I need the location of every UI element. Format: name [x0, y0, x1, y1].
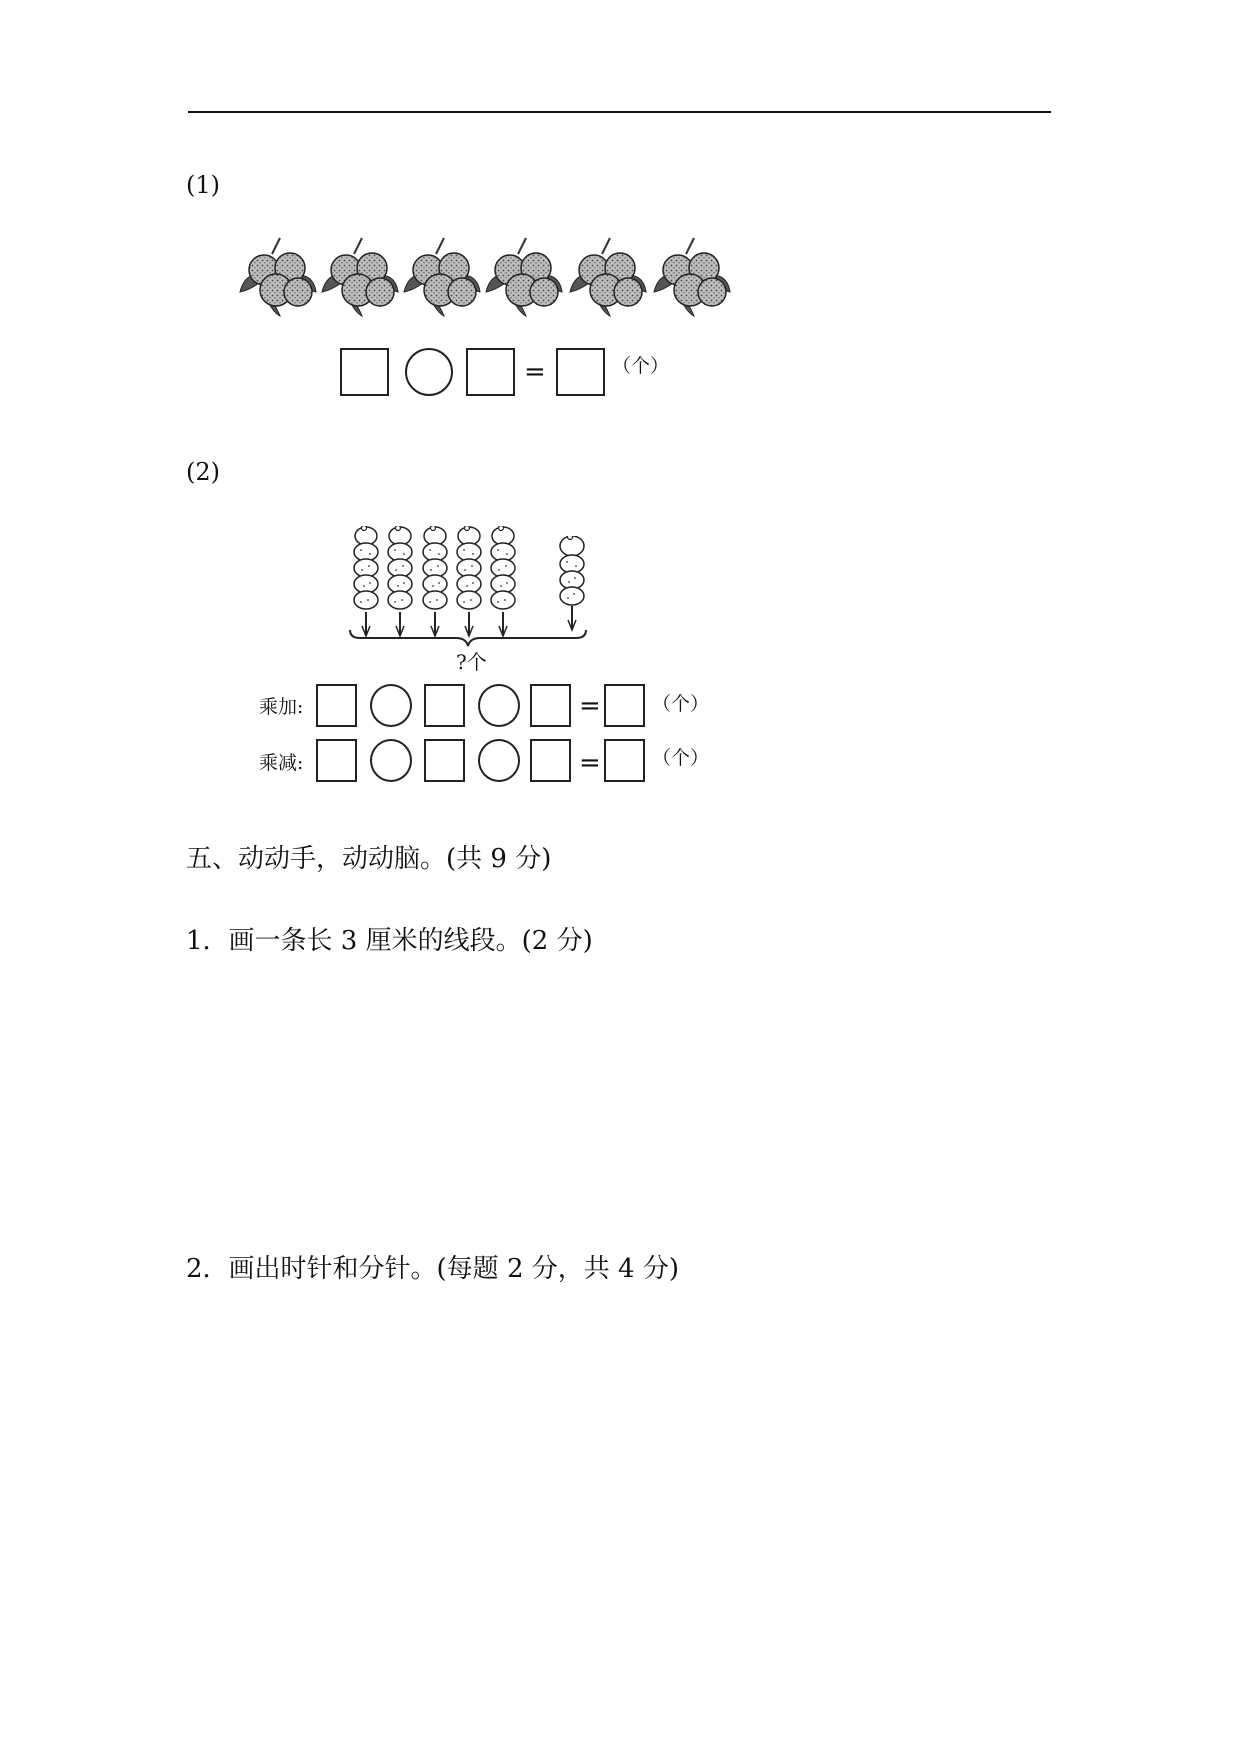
- candied-haws-skewer-icon: [489, 526, 517, 638]
- operator-circle[interactable]: [370, 739, 412, 782]
- candied-haws-skewer-icon: [455, 526, 483, 638]
- answer-box[interactable]: [316, 684, 357, 727]
- operator-circle[interactable]: [405, 348, 453, 396]
- lychee-bunch-icon: [566, 234, 650, 320]
- lychee-bunch-icon: [650, 234, 734, 320]
- answer-box[interactable]: [604, 684, 645, 727]
- lychee-row: [236, 234, 736, 330]
- equals-sign: =: [524, 357, 546, 387]
- answer-box[interactable]: [316, 739, 357, 782]
- equals-sign: =: [579, 691, 601, 721]
- unit-label: （个）: [652, 747, 710, 769]
- candied-haws-skewer-icon: [386, 526, 414, 638]
- answer-box[interactable]: [556, 348, 605, 396]
- unit-label: （个）: [612, 355, 670, 377]
- candied-haws-skewer-icon: [352, 526, 380, 638]
- answer-box[interactable]: [530, 739, 571, 782]
- lychee-bunch-icon: [400, 234, 484, 320]
- equals-sign: =: [579, 748, 601, 778]
- candied-haws-skewer-icon: [558, 536, 586, 636]
- operator-circle[interactable]: [478, 739, 520, 782]
- answer-box[interactable]: [424, 684, 465, 727]
- drawing-area-2[interactable]: [186, 1300, 1046, 1700]
- lychee-bunch-icon: [482, 234, 566, 320]
- header-rule: [188, 111, 1051, 113]
- operator-circle[interactable]: [478, 684, 520, 727]
- answer-box[interactable]: [604, 739, 645, 782]
- lychee-bunch-icon: [318, 234, 402, 320]
- lychee-bunch-icon: [236, 234, 320, 320]
- total-brace: [348, 628, 588, 648]
- part2-label: (2): [186, 458, 220, 486]
- answer-box[interactable]: [466, 348, 515, 396]
- multiply-subtract-label: 乘减:: [259, 752, 304, 774]
- skewer-row: [348, 526, 598, 642]
- question-2: 2．画出时针和分针。(每题 2 分，共 4 分): [186, 1254, 679, 1284]
- answer-box[interactable]: [530, 684, 571, 727]
- candied-haws-skewer-icon: [421, 526, 449, 638]
- unit-label: （个）: [652, 693, 710, 715]
- answer-box[interactable]: [424, 739, 465, 782]
- question-1: 1．画一条长 3 厘米的线段。(2 分): [186, 926, 593, 956]
- part1-label: (1): [186, 171, 220, 199]
- multiply-add-label: 乘加:: [259, 696, 304, 718]
- section-title: 五、动动手，动动脑。(共 9 分): [186, 844, 552, 874]
- answer-box[interactable]: [340, 348, 389, 396]
- operator-circle[interactable]: [370, 684, 412, 727]
- drawing-area-1[interactable]: [186, 975, 1046, 1215]
- question-label: ?个: [456, 650, 487, 674]
